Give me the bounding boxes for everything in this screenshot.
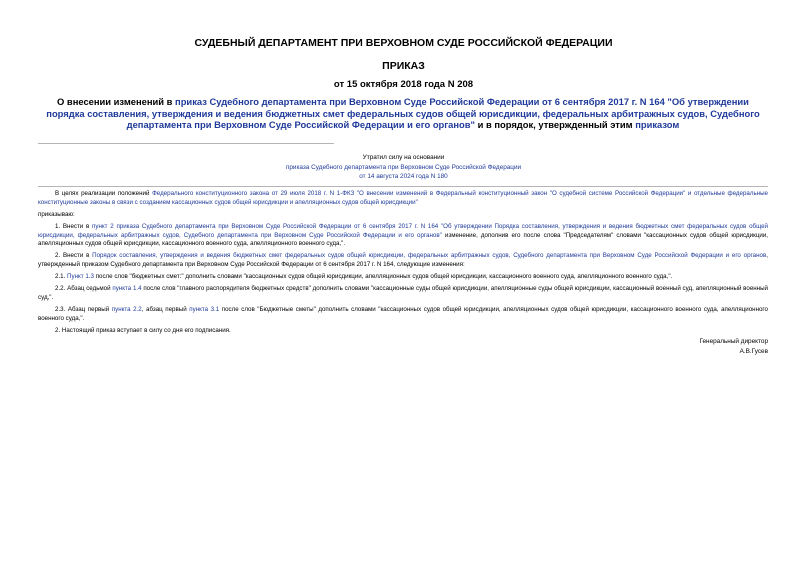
paragraph-1 bbox=[38, 223, 768, 249]
document-body bbox=[38, 190, 768, 339]
signature-position: Генеральный директор bbox=[699, 338, 768, 345]
p2-link-procedure[interactable]: Порядок составления, утверждения и ведения бюджетных смет федеральных судов общей юрисдикции, федеральных арбитражных судов, Судебного департамента при Верховном Суде Российской Федерации и его органов bbox=[92, 252, 767, 260]
paragraph-2 bbox=[38, 252, 768, 269]
intro-text: В целях реализации положений bbox=[55, 190, 153, 197]
p21-text-a: 2.1. bbox=[55, 273, 68, 281]
p2-text-a: 2. Внести в bbox=[55, 252, 93, 260]
repeal-note-date[interactable]: от 14 августа 2024 года N 180 bbox=[359, 173, 448, 181]
paragraph-prikazyvayu: приказываю: bbox=[38, 210, 75, 218]
p23-text-a: 2.3. Абзац первый bbox=[55, 306, 112, 314]
paragraph-2-2 bbox=[38, 285, 768, 302]
divider-top bbox=[38, 143, 334, 144]
doc-type-heading: ПРИКАЗ bbox=[382, 60, 425, 72]
title-text-2: и в порядок, утвержденный этим bbox=[474, 119, 636, 130]
p22-link[interactable]: пункта 1.4 bbox=[112, 285, 142, 293]
paragraph-2-1 bbox=[38, 273, 768, 282]
p23-link-1[interactable]: пункта 2.2 bbox=[111, 306, 142, 314]
p21-link[interactable]: Пункт 1.3 bbox=[67, 273, 94, 281]
org-heading: СУДЕБНЫЙ ДЕПАРТАМЕНТ ПРИ ВЕРХОВНОМ СУДЕ РОССИЙСКОЙ ФЕДЕРАЦИИ bbox=[194, 37, 613, 49]
signature-block bbox=[699, 337, 768, 356]
paragraph-3: 2. Настоящий приказ вступает в силу со дня его подписания. bbox=[55, 326, 231, 334]
p22-text-b: после слов "главного распорядителя бюджетных средств" дополнить словами "кассационные суды общей юрисдикции, апелляционные суды общей юрисдикции, кассационный военный суд, апелляционный военный суд,". bbox=[38, 285, 769, 301]
p2-text-b: , утвержденный приказом Судебного департамента при Верховном Суде Российской Федерации от 6 сентября 2017 г. N 164, следующие изменения: bbox=[38, 252, 768, 268]
p22-text-a: 2.2. Абзац седьмой bbox=[55, 285, 113, 293]
title-link-order[interactable]: приказ Судебного департамента при Верховном Суде Российской Федерации от 6 сентября 2017 г. N 164 "Об утверждении порядка составления, утверждения и ведения бюджетных смет федеральных судов общей юрисдикции, федеральных арбитражных судов, Судебного департамента при Верховном Суде Российской Федерации и его органов" bbox=[46, 96, 760, 130]
intro-law-link[interactable]: Федерального конституционного закона от 29 июля 2018 г. N 1-ФКЗ "О внесении изменений в Федеральный конституционный закон "О судебной системе Российской Федерации" и отдельные федеральные конституционные законы в связи с созданием кассационных судов общей юрисдикции и апелляционных судов общей юрисдикции" bbox=[38, 190, 768, 206]
p1-link-order[interactable]: приказа Судебного департамента при Верховном Суде Российской Федерации от 6 сентября 2017 г. N 164 "Об утверждении Порядка составления, утверждения и ведения бюджетных смет федеральных судов общей юрисдикции, федеральных арбитражных судов, Судебного департамента при Верховном Суде Российской Федерации и его органов" bbox=[38, 222, 768, 239]
repeal-note-link[interactable]: приказа Судебного департамента при Верховном Суде Российской Федерации bbox=[285, 163, 522, 171]
repeal-note-line-1: Утратил силу на основании bbox=[362, 154, 445, 161]
paragraph-2-3 bbox=[38, 306, 768, 323]
divider-body bbox=[38, 186, 768, 187]
p23-text-b: , абзац первый bbox=[141, 306, 190, 314]
p21-text-b: после слов "бюджетных смет:" дополнить словами "кассационных судов общей юрисдикции, апелляционных судов общей юрисдикции, кассационного военного суда, апелляционного военного суда,". bbox=[93, 273, 673, 281]
title-text-1: О внесении изменений в bbox=[57, 96, 176, 107]
p1-text-c: изменение, дополнив его после слова "Председателям" словами "кассационных судов общей юрисдикции, апелляционных судов общей юрисдикции, кассационного военного суда, апелляционного военного суда,". bbox=[38, 231, 769, 248]
paragraph-intro bbox=[38, 190, 768, 207]
date-number-heading: от 15 октября 2018 года N 208 bbox=[333, 79, 474, 90]
p1-link-point[interactable]: пункт 2 bbox=[92, 222, 114, 230]
signature-name: А.В.Гусев bbox=[739, 347, 768, 355]
p1-text-a: 1. Внести в bbox=[55, 222, 93, 230]
p23-text-c: после слов "Бюджетные сметы" дополнить словами "кассационных судов общей юрисдикции, апелляционных судов общей юрисдикции, кассационного военного суда, апелляционного военного суда,". bbox=[38, 306, 768, 322]
document-title bbox=[38, 96, 768, 131]
repeal-note bbox=[250, 153, 557, 182]
title-link-order-short[interactable]: приказом bbox=[635, 119, 680, 130]
p23-link-2[interactable]: пункта 3.1 bbox=[189, 306, 220, 314]
